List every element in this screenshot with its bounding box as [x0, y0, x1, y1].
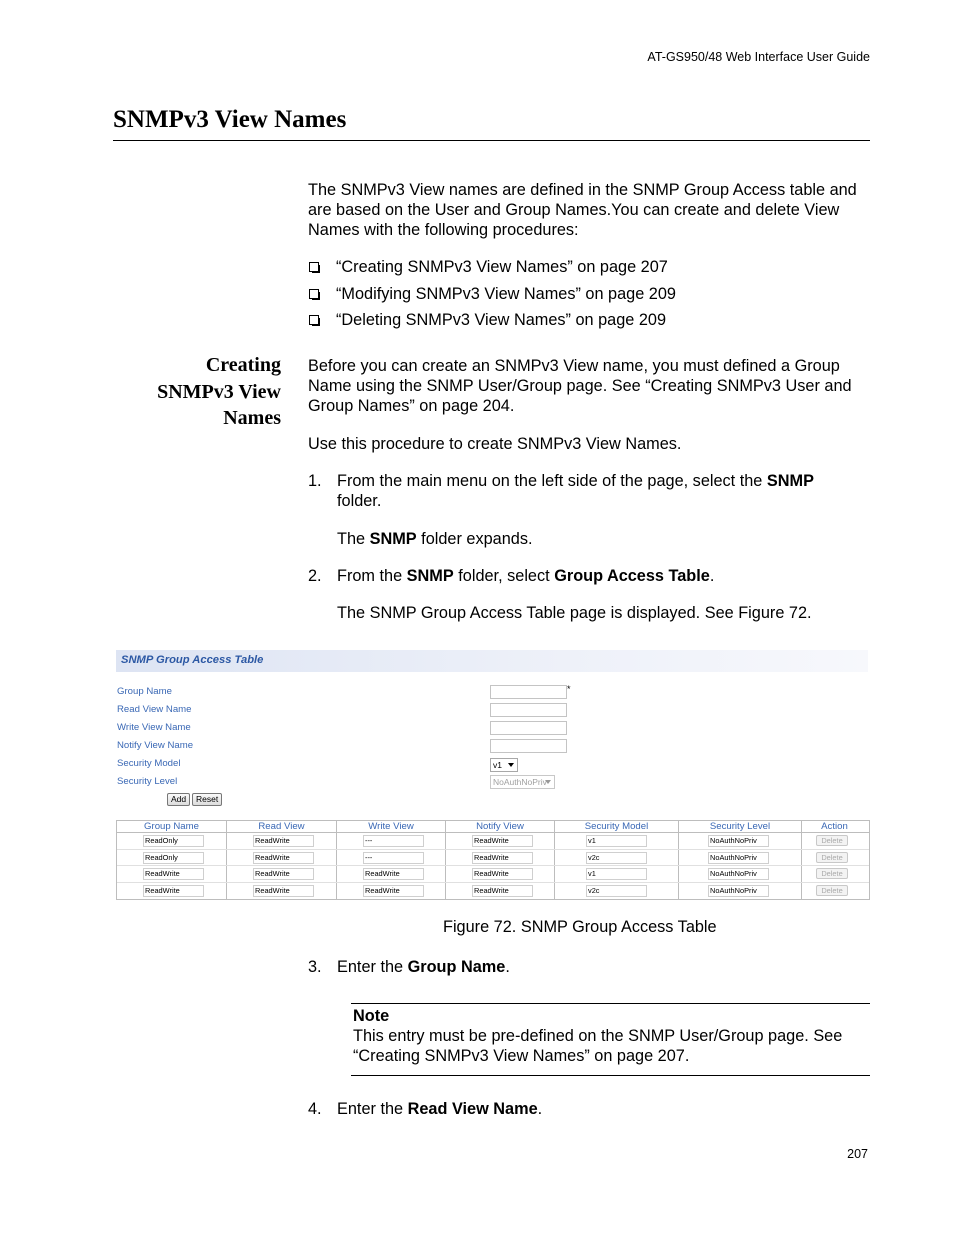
label-notify-view-name: Notify View Name [117, 740, 194, 751]
figure-title-bar: SNMP Group Access Table [116, 650, 868, 672]
delete-button[interactable]: Delete [816, 868, 848, 879]
security-level-cell[interactable]: NoAuthNoPriv [708, 868, 769, 880]
column-header: Security Level [679, 821, 802, 832]
reset-button[interactable]: Reset [192, 793, 222, 806]
label-read-view-name: Read View Name [117, 704, 192, 715]
chevron-down-icon [508, 763, 514, 767]
page-title: SNMPv3 View Names [113, 106, 347, 133]
table-row [117, 833, 869, 850]
group-name-cell[interactable]: ReadOnly [143, 835, 204, 847]
column-header: Notify View [446, 821, 555, 832]
security-level-select[interactable]: NoAuthNoPriv [490, 775, 555, 789]
security-model-cell[interactable]: v1 [586, 835, 647, 847]
note-text: This entry must be pre-defined on the SNMP User/Group page. See “Creating SNMPv3 View Names” on page 207. [353, 1027, 843, 1065]
security-model-cell[interactable]: v2c [586, 885, 647, 897]
add-button[interactable]: Add [167, 793, 190, 806]
list-item: “Deleting SNMPv3 View Names” on page 209 [308, 310, 868, 337]
group-name-cell[interactable]: ReadOnly [143, 852, 204, 864]
read-view-cell[interactable]: ReadWrite [253, 885, 314, 897]
figure-snmp-group-access-table [113, 650, 868, 900]
required-mark: * [567, 684, 571, 694]
label-security-model: Security Model [117, 758, 181, 769]
write-view-cell[interactable]: --- [363, 835, 424, 847]
write-view-cell[interactable]: ReadWrite [363, 885, 424, 897]
read-view-cell[interactable]: ReadWrite [253, 868, 314, 880]
page-number: 207 [847, 1147, 868, 1161]
table-row [117, 883, 869, 899]
label-group-name: Group Name [117, 686, 172, 697]
read-view-cell[interactable]: ReadWrite [253, 852, 314, 864]
note-top-rule [351, 1003, 870, 1004]
title-rule [113, 140, 870, 141]
read-view-cell[interactable]: ReadWrite [253, 835, 314, 847]
note-bottom-rule [351, 1075, 870, 1076]
group-name-cell[interactable]: ReadWrite [143, 885, 204, 897]
paragraph-prerequisite: Before you can create an SNMPv3 View name, you must defined a Group Name using the SNMP User/Group page. See “Creating SNMPv3 User and Group Names” on page 204. [308, 357, 852, 415]
step-1-result: The SNMP folder expands. [337, 530, 533, 548]
notify-view-cell[interactable]: ReadWrite [472, 868, 533, 880]
note-title: Note [353, 1007, 390, 1025]
write-view-cell[interactable]: ReadWrite [363, 868, 424, 880]
security-level-cell[interactable]: NoAuthNoPriv [708, 852, 769, 864]
column-header: Action [821, 821, 848, 832]
intro-paragraph: The SNMPv3 View names are defined in the SNMP Group Access table and are based on the User and Group Names.You can create and delete View Names with the following procedures: [308, 181, 857, 239]
security-model-cell[interactable]: v2c [586, 852, 647, 864]
label-security-level: Security Level [117, 776, 178, 787]
group-name-cell[interactable]: ReadWrite [143, 868, 204, 880]
table-row [117, 850, 869, 867]
column-header: Group Name [117, 821, 227, 832]
write-view-cell[interactable]: --- [363, 852, 424, 864]
label-write-view-name: Write View Name [117, 722, 191, 733]
figure-caption: Figure 72. SNMP Group Access Table [443, 918, 717, 936]
step-2-result: The SNMP Group Access Table page is displayed. See Figure 72. [337, 604, 812, 622]
paragraph-procedure-intro: Use this procedure to create SNMPv3 View Names. [308, 435, 682, 453]
notify-view-name-input[interactable] [490, 739, 567, 753]
delete-button[interactable]: Delete [816, 835, 848, 846]
security-model-cell[interactable]: v1 [586, 868, 647, 880]
note-box [353, 1006, 870, 1066]
security-level-cell[interactable]: NoAuthNoPriv [708, 885, 769, 897]
list-item: “Creating SNMPv3 View Names” on page 207 [308, 257, 868, 284]
running-header: AT-GS950/48 Web Interface User Guide [647, 50, 870, 64]
chevron-down-icon [545, 780, 551, 784]
security-model-select[interactable]: v1 [490, 758, 518, 772]
list-item: “Modifying SNMPv3 View Names” on page 209 [308, 284, 868, 311]
table-row [117, 866, 869, 883]
group-name-input[interactable] [490, 685, 567, 699]
write-view-name-input[interactable] [490, 721, 567, 735]
read-view-name-input[interactable] [490, 703, 567, 717]
group-access-table [116, 820, 870, 900]
checkbox-bullet-icon [309, 315, 319, 325]
notify-view-cell[interactable]: ReadWrite [472, 852, 533, 864]
table-header-row [117, 821, 869, 833]
column-header: Write View [337, 821, 446, 832]
delete-button[interactable]: Delete [816, 852, 848, 863]
column-header: Security Model [555, 821, 679, 832]
section-heading: Creating SNMPv3 View Names [157, 354, 281, 429]
delete-button[interactable]: Delete [816, 885, 848, 896]
procedure-list [308, 257, 868, 337]
checkbox-bullet-icon [309, 289, 319, 299]
checkbox-bullet-icon [309, 262, 319, 272]
notify-view-cell[interactable]: ReadWrite [472, 885, 533, 897]
security-level-cell[interactable]: NoAuthNoPriv [708, 835, 769, 847]
notify-view-cell[interactable]: ReadWrite [472, 835, 533, 847]
column-header: Read View [227, 821, 337, 832]
